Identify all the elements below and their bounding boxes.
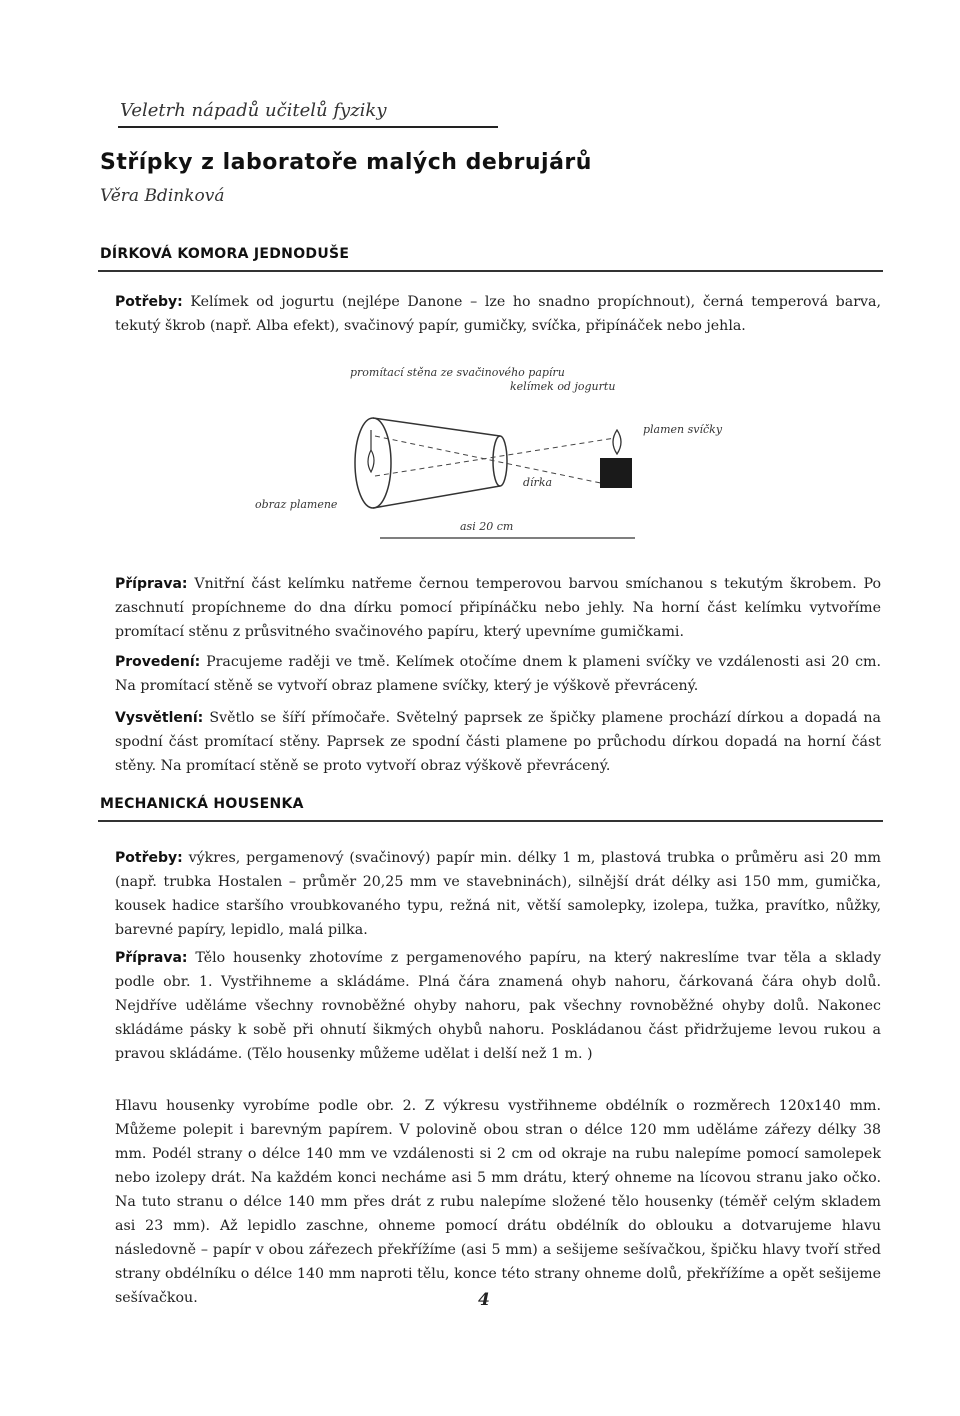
section1-explanation bbox=[115, 706, 881, 778]
section2-needs bbox=[115, 846, 881, 942]
preparation-text: Vnitřní část kelímku natřeme černou temperovou barvou smíchanou s tekutým škrobem. Po zaschnutí propíchneme do dna dírku pomocí připínáčku nebo jehly. Na horní část kelímku vytvoříme promítací stěnu z průsvitného svačinového papíru, který upevníme gumičkami. bbox=[115, 576, 881, 640]
section1-needs bbox=[115, 290, 881, 338]
section1-execution bbox=[115, 650, 881, 698]
preparation-text: Tělo housenky zhotovíme z pergamenového papíru, na který nakreslíme tvar těla a sklady podle obr. 1. Vystřihneme a skládáme. Plná čára znamená ohyb nahoru, čárkovaná čára ohyb dolů. Nejdříve uděláme všechny rovnoběžné ohyby nahoru, pak všechny rovnoběžné ohyby dolů. Nakonec skládáme pásky k sobě při ohnutí šikmých ohybů nahoru. Poskládanou část přidržujeme levou rukou a pravou skládáme. (Tělo housenky můžeme udělat i delší než 1 m. ) bbox=[115, 950, 882, 1062]
preparation-label: Příprava: bbox=[115, 950, 188, 966]
section-heading-caterpillar: MECHANICKÁ HOUSENKA bbox=[100, 796, 304, 812]
preparation-label: Příprava: bbox=[115, 576, 188, 592]
screen-ellipse bbox=[355, 418, 391, 508]
needs-text: výkres, pergamenový (svačinový) papír min. délky 1 m, plastová trubka o průměru asi 20 mm (např. trubka Hostalen – průměr 20,25 mm ve stavebninách), silnější drát délky asi 150 mm, gumička, kousek hadice staršího vroubkovaného typu, režná nit, větší samolepky, izolepa, tužka, pravítko, nůžky, barevné papíry, lepidlo, malá pilka. bbox=[115, 850, 882, 938]
image-flame-icon bbox=[368, 450, 374, 472]
section2-head-instructions: Hlavu housenky vyrobíme podle obr. 2. Z výkresu vystřihneme obdélník o rozměrech 120x140 mm. Můžeme polepit i barevným papírem. V polovině obou stran o délce 120 mm uděláme zářezy délky 38 mm. Podél strany o délce 140 mm ve vzdálenosti si 2 cm od okraje na rubu nalepíme pomocí samolepek nebo izolepy drát. Na každém konci necháme asi 5 mm drátu, který ohneme na lícovou stranu jako očko. Na tuto stranu o délce 140 mm přes drát z rubu nalepíme složené tělo housenky (téměř celým skladem asi 23 mm). Až lepidlo zaschne, ohneme pomocí drátu obdélník do oblouku a dotvarujeme hlavu následovně – papír v obou zářezech překřížíme (asi 5 mm) a sešijeme sešívačkou, špičku hlavy tvoří střed strany obdélníku o délce 140 mm naproti tělu, konce této strany ohneme dolů, překřížíme a opět sešijeme sešívačkou. bbox=[115, 1098, 881, 1306]
series-rule bbox=[118, 126, 498, 128]
article-title: Střípky z laboratoře malých debrujárů bbox=[100, 150, 592, 175]
section-rule bbox=[98, 820, 883, 822]
cup-bottom-ellipse bbox=[493, 436, 507, 486]
section1-preparation bbox=[115, 572, 881, 644]
explanation-label: Vysvětlení: bbox=[115, 710, 204, 726]
label-distance: asi 20 cm bbox=[460, 520, 514, 533]
label-cup: kelímek od jogurtu bbox=[510, 380, 616, 393]
author: Věra Bdinková bbox=[100, 186, 225, 206]
needs-label: Potřeby: bbox=[115, 850, 183, 866]
execution-text: Pracujeme raději ve tmě. Kelímek otočíme dnem k plameni svíčky ve vzdálenosti asi 20 cm. Na promítací stěně se vytvoří obraz plamene svíčky, který je výškově převrácený. bbox=[115, 654, 881, 694]
page-number: 4 bbox=[478, 1290, 490, 1310]
needs-label: Potřeby: bbox=[115, 294, 183, 310]
pinhole-camera-figure bbox=[255, 358, 723, 548]
cup-top-edge bbox=[373, 418, 500, 436]
section-heading-pinhole-camera: DÍRKOVÁ KOMORA JEDNODUŠE bbox=[100, 246, 350, 262]
execution-label: Provedení: bbox=[115, 654, 201, 670]
section-rule bbox=[98, 270, 883, 272]
label-screen: promítací stěna ze svačinového papíru bbox=[350, 366, 565, 379]
candle-icon bbox=[600, 458, 632, 488]
cup-bottom-edge bbox=[373, 486, 500, 508]
label-image: obraz plamene bbox=[255, 498, 338, 511]
section2-preparation bbox=[115, 946, 881, 1066]
label-hole: dírka bbox=[523, 476, 553, 489]
label-flame: plamen svíčky bbox=[643, 423, 723, 436]
series-title: Veletrh nápadů učitelů fyziky bbox=[120, 100, 387, 121]
candle-flame-icon bbox=[613, 430, 621, 454]
explanation-text: Světlo se šíří přímočaře. Světelný paprsek ze špičky plamene prochází dírkou a dopadá na spodní část promítací stěny. Paprsek ze spodní části plamene po průchodu dírkou dopadá na horní část stěny. Na promítací stěně se proto vytvoří obraz výškově převrácený. bbox=[115, 710, 881, 774]
needs-text: Kelímek od jogurtu (nejlépe Danone – lze ho snadno propíchnout), černá temperová barva, tekutý škrob (např. Alba efekt), svačinový papír, gumičky, svíčka, připínáček nebo jehla. bbox=[115, 294, 881, 334]
